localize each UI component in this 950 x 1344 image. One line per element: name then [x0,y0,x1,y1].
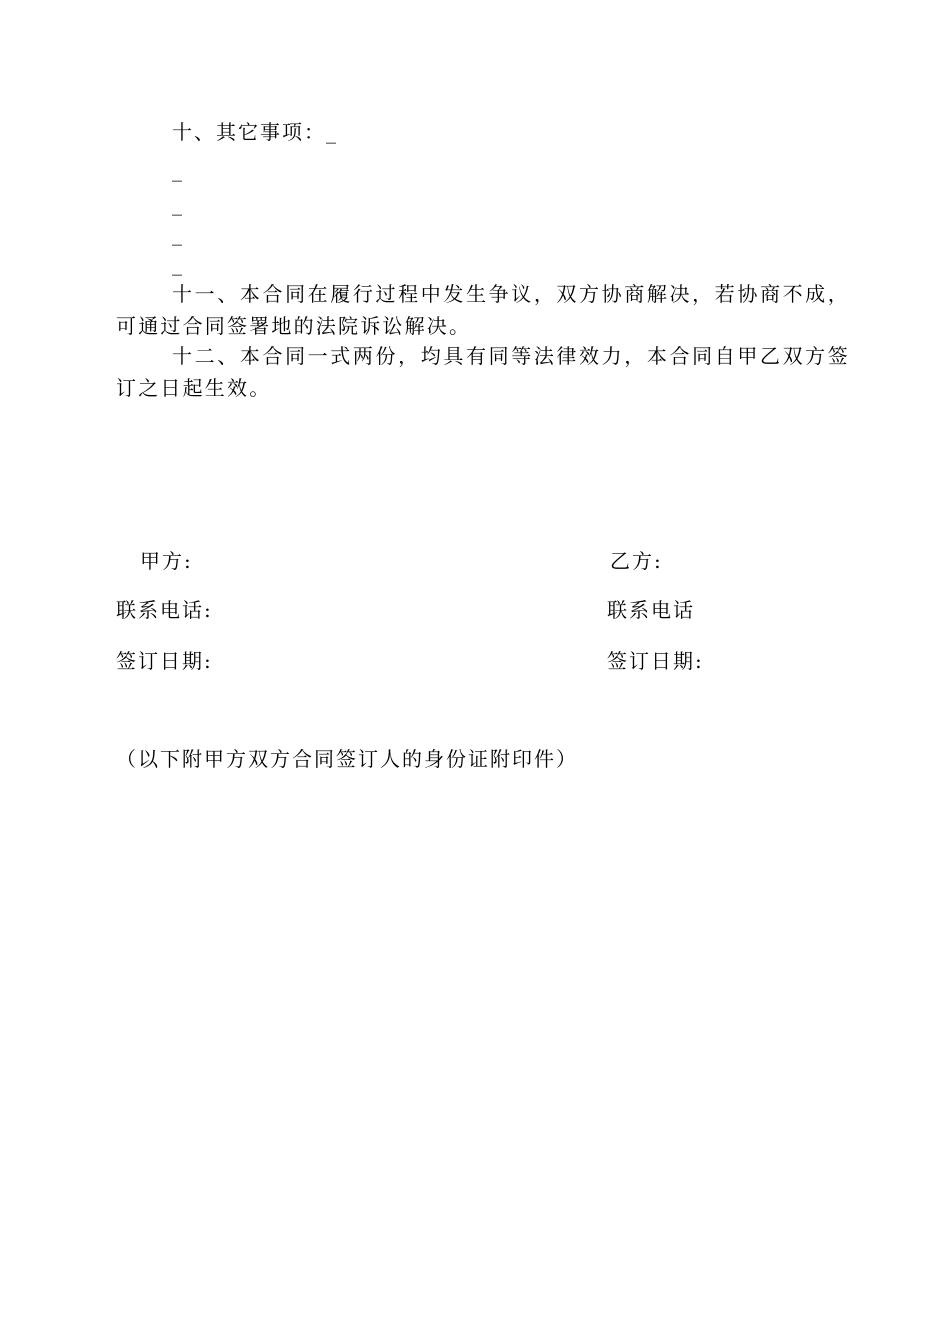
attachment-note: （以下附甲方双方合同签订人的身份证附印件） [116,747,578,771]
blank-line-1: _ [172,158,182,182]
blank-line-4: _ [172,252,182,276]
party-b-date-label: 签订日期: [607,649,704,673]
blank-line-3: _ [172,222,182,246]
party-a-phone-label: 联系电话: [116,598,213,622]
party-b-phone-label: 联系电话 [607,598,695,622]
item-11-dispute-clause: 十一、本合同在履行过程中发生争议，双方协商解决，若协商不成，可通过合同签署地的法院诉讼解决。 [116,282,850,338]
party-b-label: 乙方: [610,549,663,573]
item-12-effect-clause: 十二、本合同一式两份，均具有同等法律效力，本合同自甲乙双方签订之日起生效。 [116,344,850,400]
party-a-date-label: 签订日期: [116,649,213,673]
party-a-label: 甲方: [140,549,193,573]
item-10-other-matters: 十、其它事项：_ [172,120,338,144]
blank-line-2: _ [172,192,182,216]
